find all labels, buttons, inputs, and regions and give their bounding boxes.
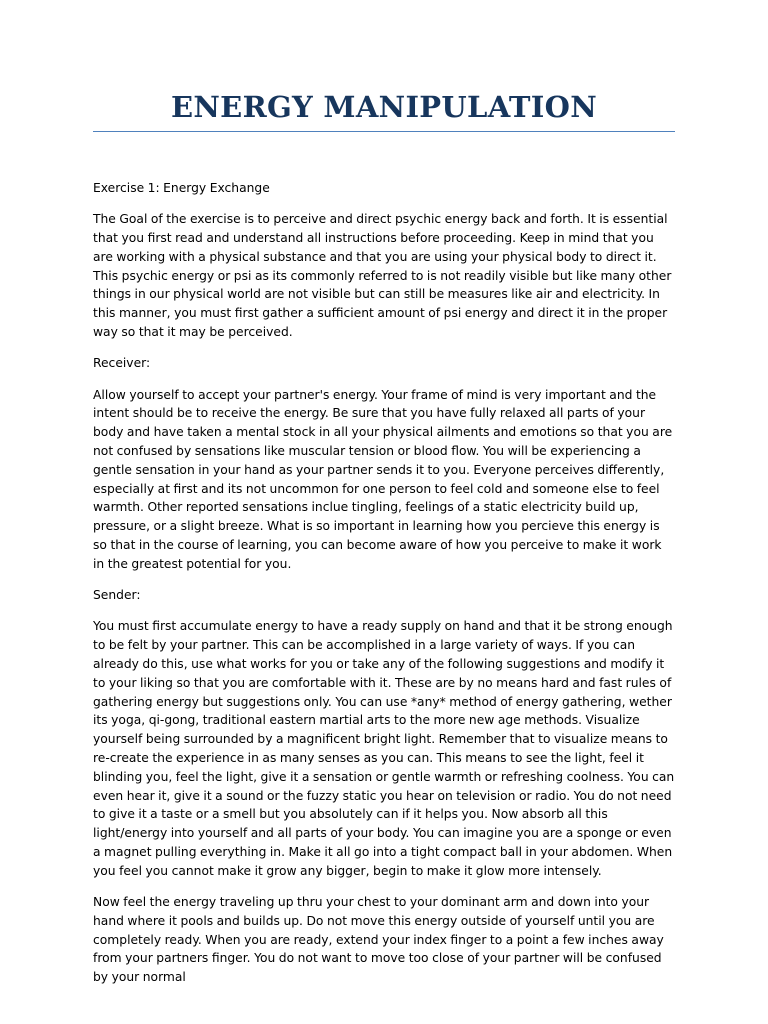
goal-paragraph: The Goal of the exercise is to perceive and direct psychic energy back and forth. It is essential that you first read and understand all instructions before proceeding. Keep in mind that you are working with a physical substance and that you are using your physical body to direct it. This psychic energy or psi as its commonly referred to is not readily visible but like many other things in our physical world are not visible but can still be measures like air and electricity. In this manner, you must first gather a sufficient amount of psi energy and direct it in the proper way so that it may be perceived. bbox=[93, 212, 672, 340]
exercise-heading: Exercise 1: Energy Exchange bbox=[93, 181, 270, 195]
title-underline bbox=[93, 131, 675, 132]
document-page bbox=[93, 88, 675, 1000]
document-title: ENERGY MANIPULATION bbox=[170, 90, 598, 124]
energy-flow-paragraph: Now feel the energy traveling up thru your chest to your dominant arm and down into your hand where it pools and builds up. Do not move this energy outside of yourself until you are completely ready. When you are ready, extend your index finger to a point a few inches away from your partners finger. You do not want to move too close of your partner will be confused by your normal bbox=[93, 895, 664, 985]
receiver-heading: Receiver: bbox=[93, 356, 151, 371]
sender-paragraph: You must first accumulate energy to have a ready supply on hand and that it be strong enough to be felt by your partner. This can be accomplished in a large variety of ways. If you can already do this, use what works for you or take any of the following suggestions and modify it to your liking so that you are comfortable with it. These are by no means hard and fast rules of gathering energy but suggestions only. You can use *any* method of energy gathering, wether its yoga, qi-gong, traditional eastern martial arts to the more new age methods. Visualize yourself being surrounded by a magnificent bright light. Remember that to visualize means to re-create the experience in as many senses as you can. This means to see the light, feel it blinding you, feel the light, give it a sensation or gentle warmth or refreshing coolness. You can even hear it, give it a sound or the fuzzy static you hear on television or radio. You do not need to give it a taste or a smell but you absolutely can if it helps you. Now absorb all this light/energy into yourself and all parts of your body. You can imagine you are a sponge or even a magnet pulling everything in. Make it all go into a tight compact ball in your abdomen. When you feel you cannot make it grow any bigger, begin to make it glow more intensely. bbox=[93, 619, 675, 878]
sender-heading: Sender: bbox=[93, 588, 141, 603]
receiver-paragraph: Allow yourself to accept your partner's energy. Your frame of mind is very important and the intent should be to receive the energy. Be sure that you have fully relaxed all parts of your body and have taken a mental stock in all your physical ailments and emotions so that you are not confused by sensations like muscular tension or blood flow. You will be experiencing a gentle sensation in your hand as your partner sends it to you. Everyone perceives differently, especially at first and its not uncommon for one person to feel cold and someone else to feel warmth. Other reported sensations inclue tingling, feelings of a static electricity build up, pressure, or a slight breeze. What is so important in learning how you percieve this energy is so that in the course of learning, you can become aware of how you perceive to make it work in the greatest potential for you. bbox=[93, 387, 673, 571]
